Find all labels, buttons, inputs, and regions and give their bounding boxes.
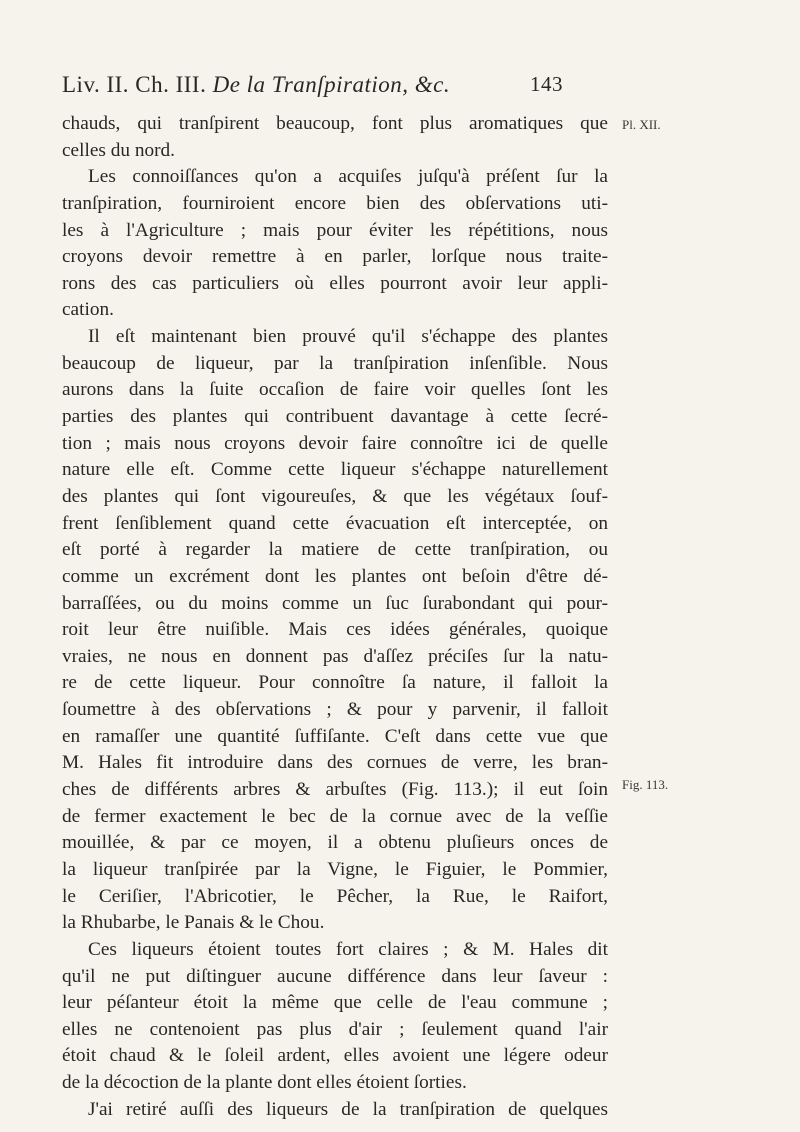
text-line: barraſſées, ou du moins comme un ſuc ſurabondant qui pour- — [62, 592, 608, 614]
text-line: re de cette liqueur. Pour connoître ſa nature, il falloit la — [62, 672, 608, 694]
text-line: J'ai retiré auſſi des liqueurs de la tranſpiration de quelques — [88, 1098, 608, 1120]
text-line: la liqueur tranſpirée par la Vigne, le Figuier, le Pommier, — [62, 858, 608, 880]
text-line: de la décoction de la plante dont elles étoient ſorties. — [62, 1072, 467, 1094]
page-number: 143 — [530, 72, 563, 96]
text-line: Il eſt maintenant bien prouvé qu'il s'échappe des plantes — [88, 326, 608, 348]
text-line: elles ne contenoient pas plus d'air ; ſeulement quand l'air — [62, 1018, 608, 1040]
text-line: rons des cas particuliers où elles pourront avoir leur appli- — [62, 272, 608, 294]
text-line: comme un excrément dont les plantes ont beſoin d'être dé- — [62, 565, 608, 587]
text-line: aurons dans la ſuite occaſion de faire voir quelles ſont les — [62, 379, 608, 401]
text-line: tranſpiration, fourniroient encore bien des obſervations uti- — [62, 192, 608, 214]
text-line: ſoumettre à des obſervations ; & pour y parvenir, il falloit — [62, 699, 608, 721]
text-line: frent ſenſiblement quand cette évacuation eſt interceptée, on — [62, 512, 608, 534]
text-line: qu'il ne put diſtinguer aucune différence dans leur ſaveur : — [62, 965, 608, 987]
chapter-number: Ch. III. — [135, 72, 207, 97]
text-line: chauds, qui tranſpirent beaucoup, font plus aromatiques que — [62, 113, 608, 134]
text-line: croyons devoir remettre à en parler, lorſque nous traite- — [62, 246, 608, 268]
book-number: Liv. II. — [62, 72, 130, 97]
text-line: beaucoup de liqueur, par la tranſpiration inſenſible. Nous — [62, 352, 608, 374]
text-line: de fermer exactement le bec de la cornue avec de la veſſie — [62, 805, 608, 827]
text-line: vraies, ne nous en donnent pas d'aſſez préciſes ſur la natu- — [62, 645, 608, 667]
body-text — [62, 111, 608, 1123]
text-line: parties des plantes qui contribuent davantage à cette ſecré- — [62, 406, 608, 428]
text-line: eſt porté à regarder la matiere de cette tranſpiration, ou — [62, 539, 608, 561]
text-line: ches de différents arbres & arbuſtes (Fig. 113.); il eut ſoin — [62, 779, 608, 801]
text-line: les à l'Agriculture ; mais pour éviter les répétitions, nous — [62, 219, 608, 241]
text-line: nature elle eſt. Comme cette liqueur s'échappe naturellement — [62, 459, 608, 481]
text-line: celles du nord. — [62, 139, 175, 161]
text-line: tion ; mais nous croyons devoir faire connoître ici de quelle — [62, 432, 608, 454]
text-line: le Ceriſier, l'Abricotier, le Pêcher, la Rue, le Raifort, — [62, 885, 608, 907]
chapter-title: De la Tranſpiration, &c. — [212, 72, 451, 97]
text-line: leur péſanteur étoit la même que celle de l'eau commune ; — [62, 992, 608, 1014]
text-line: des plantes qui ſont vigoureuſes, & que les végétaux ſouf- — [62, 485, 608, 507]
plate-reference: Pl. XII. — [622, 117, 661, 132]
text-line: mouillée, & par ce moyen, il a obtenu pluſieurs onces de — [62, 832, 608, 854]
text-line: Ces liqueurs étoient toutes fort claires ; & M. Hales dit — [88, 938, 608, 960]
figure-reference: Fig. 113. — [622, 777, 669, 792]
text-line: Les connoiſſances qu'on a acquiſes juſqu'à préſent ſur la — [88, 166, 608, 188]
text-line: M. Hales fit introduire dans des cornues de verre, les bran- — [62, 752, 608, 774]
text-line: étoit chaud & le ſoleil ardent, elles avoient une légere odeur — [62, 1045, 608, 1067]
text-line: en ramaſſer une quantité ſuffiſante. C'eſt dans cette vue que — [62, 725, 608, 747]
text-line: cation. — [62, 299, 114, 321]
text-line: roit leur être nuiſible. Mais ces idées générales, quoique — [62, 619, 608, 641]
text-line: la Rhubarbe, le Panais & le Chou. — [62, 912, 325, 934]
running-header — [62, 72, 562, 98]
